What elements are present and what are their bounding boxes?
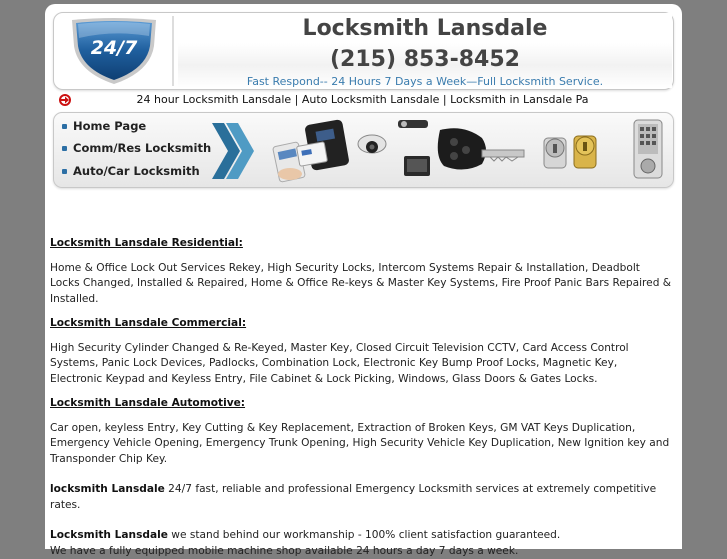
bullet-icon (62, 169, 67, 174)
residential-text: Home & Office Lock Out Services Rekey, High Security Locks, Intercom Systems Repair & Installation, Deadbolt Locks Changed, Installed & Repaired, Home & Office Re-keys & Master Key Systems, Fire Proof Panic Bars Repaired & Installed. (50, 261, 672, 308)
automotive-text: Car open, keyless Entry, Key Cutting & Key Replacement, Extraction of Broken Keys, GM VAT Keys Duplication, Emergency Vehicle Opening, Emergency Trunk Opening, High Security Vehicle Key Duplication, New Ignition key and Transponder Chip Key. (50, 421, 672, 468)
paragraph-1-bold: locksmith Lansdale (50, 483, 165, 495)
breadcrumb (53, 91, 672, 109)
tagline: Fast Respond-- 24 Hours 7 Days a Week—Full Locksmith Service. (178, 75, 672, 88)
title-area (178, 13, 672, 88)
phone-number: (215) 853-8452 (178, 47, 672, 72)
main-content (50, 236, 672, 559)
lock-cylinder-icon (544, 136, 596, 168)
commercial-heading: Locksmith Lansdale Commercial: (50, 316, 672, 332)
page-container (45, 4, 682, 549)
shield-logo-icon (64, 16, 164, 86)
security-camera-icon (358, 135, 386, 153)
monitor-icon (398, 120, 430, 176)
site-title: Locksmith Lansdale (178, 16, 672, 41)
bullet-icon (62, 124, 67, 129)
nav-item-label: Home Page (73, 119, 146, 133)
paragraph-2-bold: Locksmith Lansdale (50, 529, 168, 541)
residential-heading: Locksmith Lansdale Residential: (50, 236, 672, 252)
car-key-fob-icon (438, 128, 524, 169)
locksmith-products-banner (268, 116, 670, 184)
paragraph-1 (50, 482, 672, 513)
automotive-heading: Locksmith Lansdale Automotive: (50, 396, 672, 412)
nav-item-home[interactable] (62, 118, 146, 134)
keypad-lock-icon (634, 120, 662, 178)
breadcrumb-links[interactable]: 24 hour Locksmith Lansdale | Auto Locksmith Lansdale | Locksmith in Lansdale Pa (53, 93, 672, 106)
paragraph-2-text: we stand behind our workmanship - 100% client satisfaction guaranteed. (168, 529, 560, 541)
paragraph-1-text: 24/7 fast, reliable and professional Emergency Locksmith services at extremely competitive rates. (50, 483, 656, 511)
nav-menu (53, 112, 674, 188)
paragraph-3: We have a fully equipped mobile machine shop available 24 hours a day 7 days a week. (50, 544, 672, 559)
paragraph-2 (50, 528, 672, 544)
badge-text: 24/7 (91, 37, 138, 59)
nav-item-auto-car[interactable] (62, 163, 200, 179)
nav-item-label: Comm/Res Locksmith (73, 141, 211, 155)
logo-area (64, 16, 174, 86)
commercial-text: High Security Cylinder Changed & Re-Keyed, Master Key, Closed Circuit Television CCTV, Card Access Control Systems, Panic Lock Devices, Padlocks, Combination Lock, Electronic Key Bump Proof Locks, Magnetic Key, Electronic Keypad and Keyless Entry, File Cabinet & Lock Picking, Windows, Glass Doors & Gates Locks. (50, 341, 672, 388)
header (53, 12, 674, 90)
card-reader-icon (296, 119, 349, 171)
nav-item-comm-res[interactable] (62, 140, 211, 156)
chevron-right-icon (210, 121, 258, 181)
nav-item-label: Auto/Car Locksmith (73, 164, 200, 178)
bullet-icon (62, 146, 67, 151)
